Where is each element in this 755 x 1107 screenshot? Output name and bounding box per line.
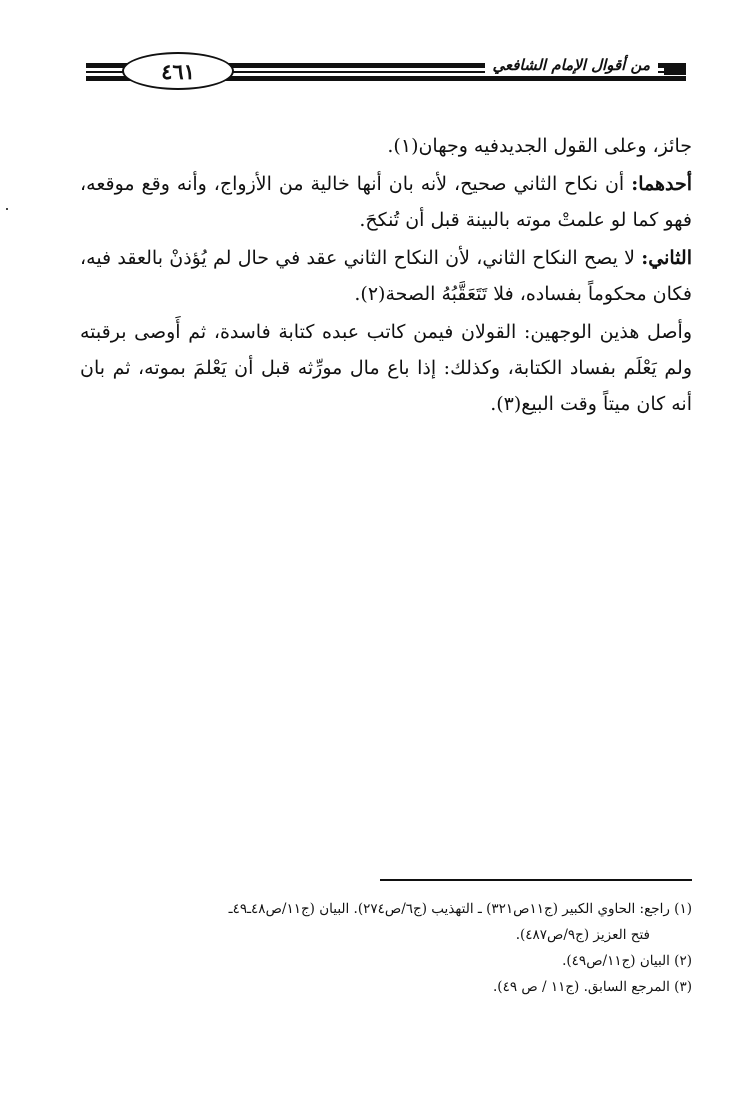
footnotes	[80, 896, 692, 1000]
footnote-1-continued: فتح العزيز (ج٩/ص٤٨٧).	[515, 927, 650, 943]
second-view-text: لا يصح النكاح الثاني، لأن النكاح الثاني عقد في حال لم يُؤذنْ بالعقد فيه، فكان محكوماً بفساده، فلا تَتَعَقَّبُهُ الصحة(٢).	[80, 247, 692, 305]
footnote-3: (٣) المرجع السابق. (ج١١ / ص ٤٩).	[493, 979, 692, 995]
header-end-bar	[664, 66, 686, 75]
page-header	[86, 52, 686, 92]
paragraph-intro: جائز، وعلى القول الجديدفيه وجهان(١).	[387, 135, 692, 157]
running-title: من أقوال الإمام الشافعي	[485, 56, 659, 74]
second-view-heading: الثاني:	[641, 247, 692, 269]
footnote-2: (٢) البيان (ج١١/ص٤٩).	[562, 953, 692, 969]
paragraph-basis: وأصل هذين الوجهين: القولان فيمن كاتب عبده كتابة فاسدة، ثم أَوصى برقبته ولم يَعْلَم بفساد الكتابة، وكذلك: إذا باع مال مورِّثه قبل أن يَعْلمَ بموته، ثم بان أنه كان ميتاً وقت البيع(٣).	[80, 321, 692, 415]
paragraph-first-view	[80, 166, 692, 238]
footnote-1: (١) راجع: الحاوي الكبير (ج١١ص٣٢١) ـ التهذيب (ج٦/ص٢٧٤). البيان (ج١١/ص٤٨ـ٤٩ـ	[228, 901, 692, 917]
first-view-text: أن نكاح الثاني صحيح، لأنه بان أنها خالية من الأزواج، وأنه وقع موقعه، فهو كما لو علمتْ موته بالبينة قبل أن تُنكحَ.	[80, 173, 692, 231]
paragraph-second-view	[80, 240, 692, 312]
first-view-heading: أحدهما:	[631, 173, 692, 195]
margin-mark	[6, 208, 8, 210]
main-text	[80, 128, 692, 424]
page-number: ٤٦١	[122, 52, 234, 90]
footnote-separator	[380, 879, 692, 881]
